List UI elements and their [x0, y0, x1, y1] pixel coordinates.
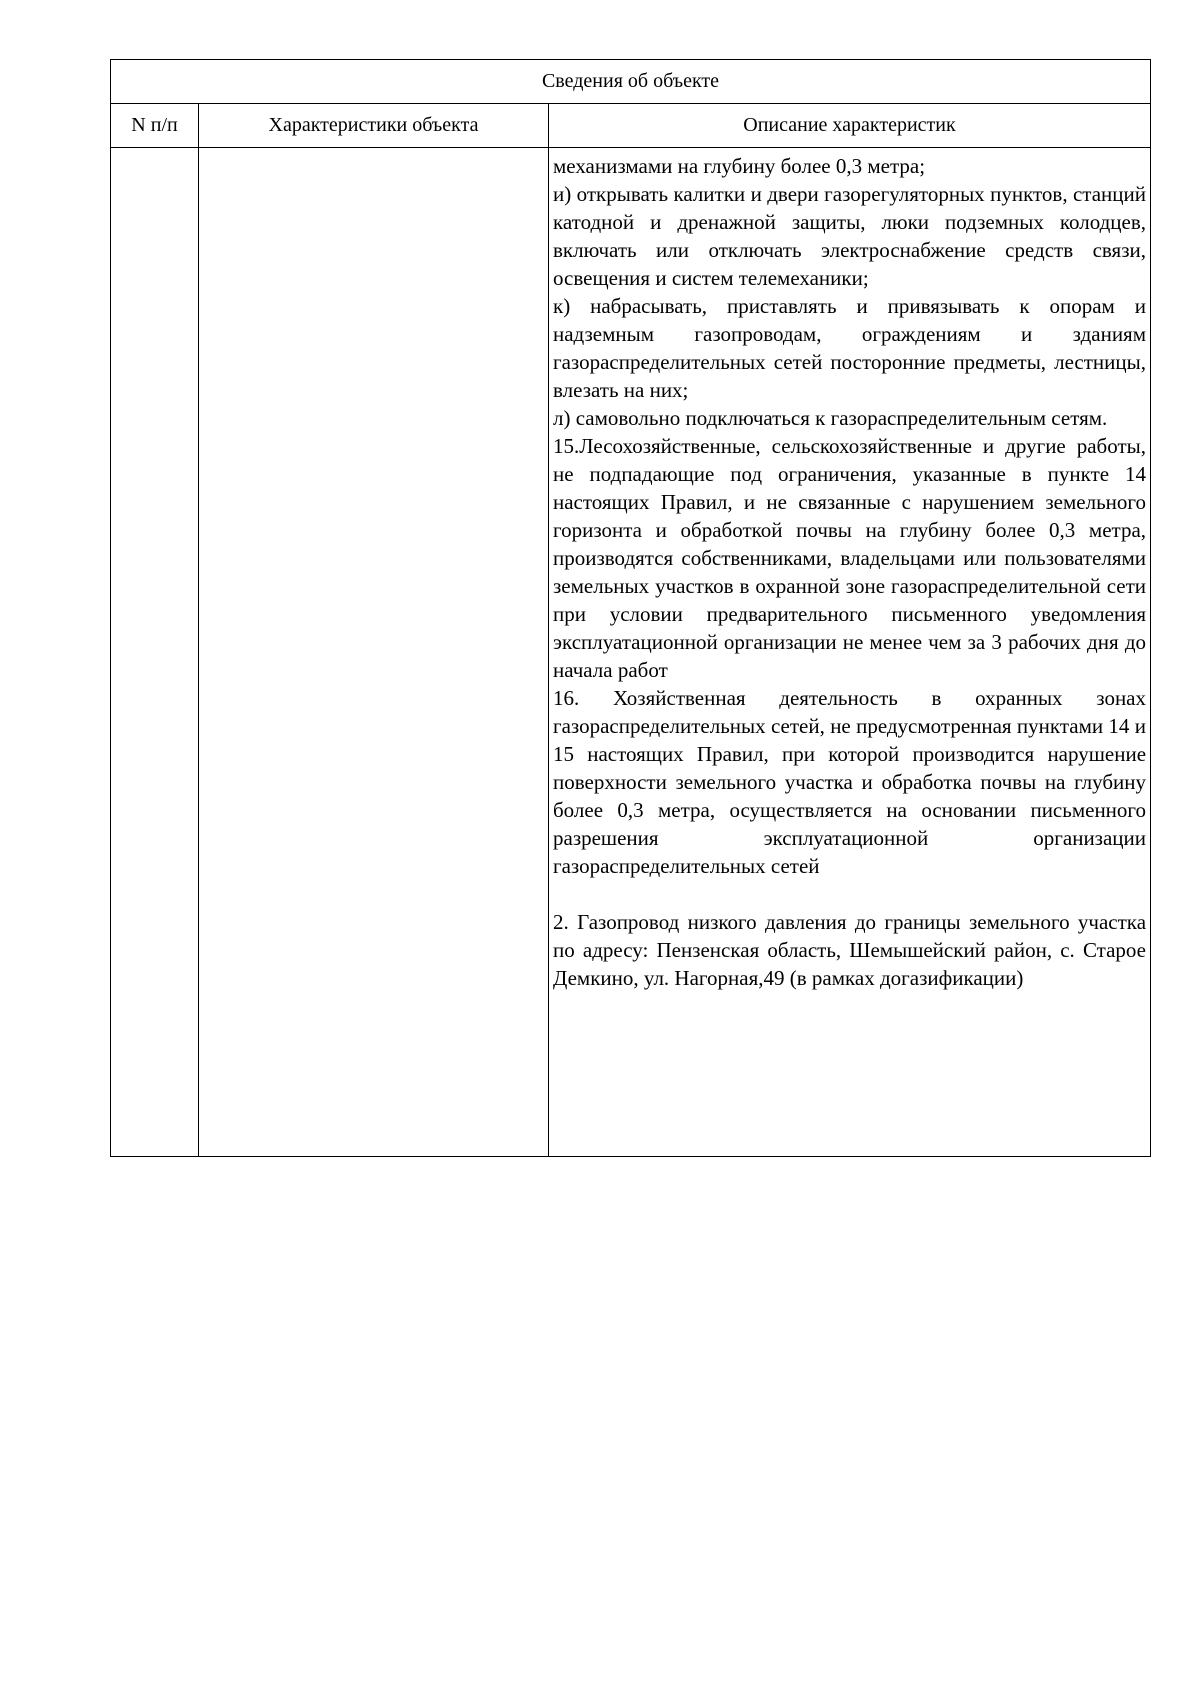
description-paragraph: механизмами на глубину более 0,3 метра; [553, 154, 926, 178]
paragraph-spacer [553, 880, 1146, 908]
description-paragraph: и) открывать калитки и двери газорегуляторных пунктов, станций катодной и дренажной защиты, люки подземных колодцев, включать или отключать электроснабжение средств связи, освещения и систем телемеханики; [553, 182, 1147, 290]
object-info-table [110, 59, 1151, 1157]
description-paragraph: л) самовольно подключаться к газораспределительным сетям. [553, 406, 1108, 430]
description-paragraph: 16. Хозяйственная деятельность в охранных зонах газораспределительных сетей, не предусмотренная пунктами 14 и 15 настоящих Правил, при которой производится нарушение поверхности земельного участка и обработка почвы на глубину более 0,3 метра, осуществляется на основании письменного разрешения эксплуатационной организации газораспределительных сетей [553, 686, 1147, 878]
cell-characteristics [199, 148, 549, 1157]
table-header-row [111, 104, 1151, 148]
header-description: Описание характеристик [549, 104, 1151, 148]
table-title-row [111, 60, 1151, 104]
description-paragraph: 15.Лесохозяйственные, сельскохозяйственные и другие работы, не подпадающие под ограничения, указанные в пункте 14 настоящих Правил, и не связанные с нарушением земельного горизонта и обработкой почвы на глубину более 0,3 метра, производятся собственниками, владельцами или пользователями земельных участков в охранной зоне газораспределительной сети при условии предварительного письменного уведомления эксплуатационной организации не менее чем за 3 рабочих дня до начала работ [553, 434, 1147, 682]
cell-description [549, 148, 1151, 1157]
description-paragraph: к) набрасывать, приставлять и привязывать к опорам и надземным газопроводам, ограждениям и зданиям газораспределительных сетей посторонние предметы, лестницы, влезать на них; [553, 294, 1147, 402]
table-row [111, 148, 1151, 1157]
cell-number [111, 148, 199, 1157]
header-number: N п/п [111, 104, 199, 148]
table-title: Сведения об объекте [111, 60, 1151, 104]
header-characteristics: Характеристики объекта [199, 104, 549, 148]
object-description: 2. Газопровод низкого давления до границы земельного участка по адресу: Пензенская область, Шемышейский район, с. Старое Демкино, ул. Нагорная,49 (в рамках догазификации) [553, 910, 1147, 990]
